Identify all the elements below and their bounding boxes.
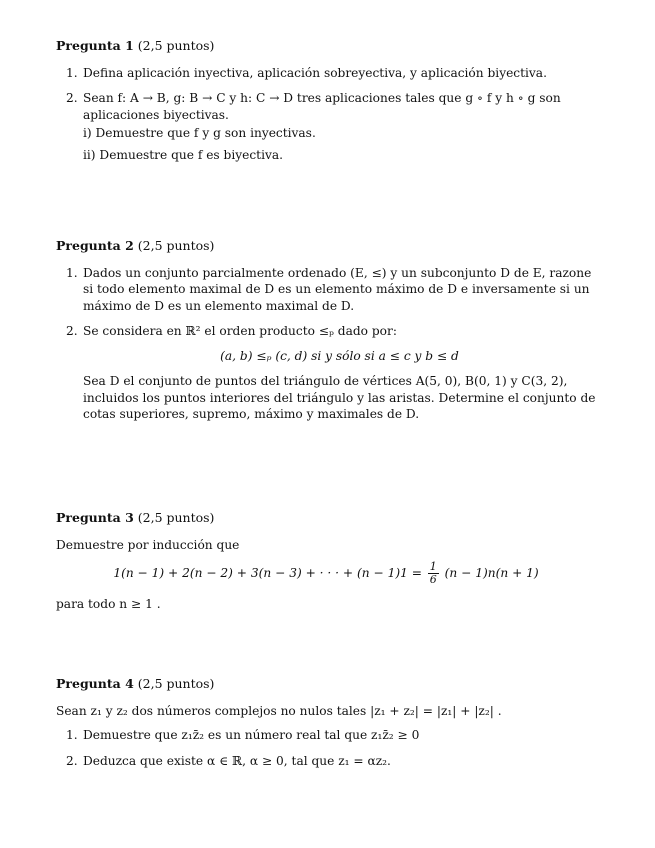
item-text: Se considera en ℝ² el orden producto ≤ₚ dado por: [83,324,397,339]
question-2-title: Pregunta 2 [56,238,134,253]
item-text: Dados un conjunto parcialmente ordenado (E, ≤) y un subconjunto D de E, razone si todo elemento maximal de D es un elemento máximo de D e inversamente si un máximo de D es un elemento maximal de D. [83,265,592,313]
question-1-points: (2,5 puntos) [137,38,215,53]
question-4-points: (2,5 puntos) [137,676,215,691]
item-text: Sean f: A → B, g: B → C y h: C → D tres aplicaciones tales que g ∘ f y h ∘ g son aplicaciones biyectivas. [83,91,561,122]
question-2-points: (2,5 puntos) [137,238,215,253]
question-1 [56,38,596,172]
sub-list [83,125,596,163]
formula-left: 1(n − 1) + 2(n − 2) + 3(n − 3) + · · · + (n − 1)1 = [113,566,422,581]
question-2-list [56,265,596,423]
sub-item: i) Demuestre que f y g son inyectivas. [83,126,316,141]
item-number: 2. [66,91,78,106]
fraction [428,561,439,586]
formula-right: (n − 1)n(n + 1) [444,566,539,581]
list-item [56,753,596,769]
induction-formula [56,561,596,586]
list-item [56,65,596,81]
question-1-list [56,65,596,163]
question-4 [56,676,596,778]
question-3-intro: Demuestre por inducción que [56,537,240,552]
question-3-header [56,510,596,527]
triangle-paragraph: Sea D el conjunto de puntos del triángulo de vértices A(5, 0), B(0, 1) y C(3, 2), incluidos los puntos interiores del triángulo y las aristas. Determine el conjunto de cotas superiores, supremo, máximo y maximales de D. [83,374,596,422]
question-3-outro: para todo n ≥ 1 . [56,596,161,611]
item-number: 1. [66,728,78,743]
list-item [56,727,596,743]
item-text: Defina aplicación inyectiva, aplicación sobreyectiva, y aplicación biyectiva. [83,65,547,80]
list-item [56,90,596,163]
question-4-title: Pregunta 4 [56,676,134,691]
item-number: 2. [66,324,78,339]
question-4-intro: Sean z₁ y z₂ dos números complejos no nulos tales |z₁ + z₂| = |z₁| + |z₂| . [56,703,502,718]
question-1-title: Pregunta 1 [56,38,134,53]
sub-item: ii) Demuestre que f es biyectiva. [83,147,283,162]
question-3-points: (2,5 puntos) [137,510,215,525]
item-text: Deduzca que existe α ∈ ℝ, α ≥ 0, tal que z₁ = αz₂. [83,753,391,768]
question-1-header [56,38,596,55]
question-2-header [56,238,596,255]
item-number: 2. [66,753,78,768]
question-2 [56,238,596,432]
item-text: Demuestre que z₁z̄₂ es un número real tal que z₁z̄₂ ≥ 0 [83,728,420,743]
fraction-numerator: 1 [429,560,437,574]
order-formula: (a, b) ≤ₚ (c, d) si y sólo si a ≤ c y b ≤ d [220,348,459,363]
fraction-denominator: 6 [429,573,437,587]
list-item [56,265,596,314]
question-3-title: Pregunta 3 [56,510,134,525]
question-4-header [56,676,596,693]
question-4-list [56,727,596,769]
item-number: 1. [66,265,78,280]
item-number: 1. [66,65,78,80]
question-3 [56,510,596,620]
list-item [56,323,596,422]
